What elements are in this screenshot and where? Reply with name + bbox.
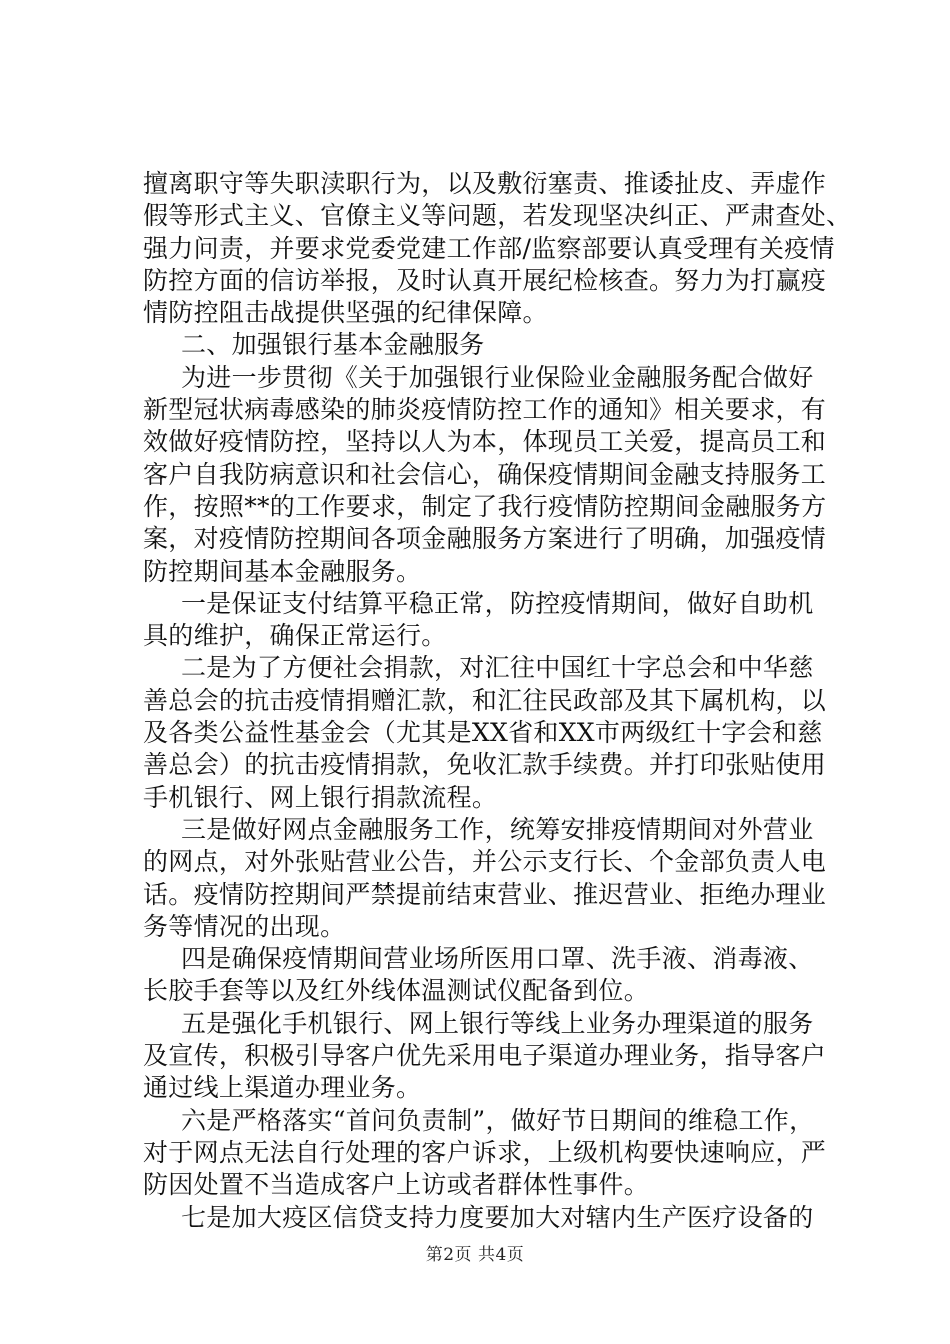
text-line: 善总会的抗击疫情捐赠汇款，和汇往民政部及其下属机构，以 [143, 685, 827, 715]
text-line: 一是保证支付结算平稳正常，防控疫情期间，做好自助机 [181, 588, 814, 618]
page-footer: 第2页 共4页 [425, 1245, 525, 1265]
text-line: 话。疫情防控期间严禁提前结束营业、推迟营业、拒绝办理业 [143, 879, 827, 909]
text-line: 及各类公益性基金会（尤其是XX省和XX市两级红十字会和慈 [143, 718, 823, 748]
text-line: 防因处置不当造成客户上访或者群体性事件。 [143, 1170, 650, 1200]
document-body [143, 168, 852, 1234]
text-line: 四是确保疫情期间营业场所医用口罩、洗手液、消毒液、 [181, 944, 814, 974]
text-line: 对于网点无法自行处理的客户诉求，上级机构要快速响应，严 [143, 1137, 827, 1167]
text-line: 二、加强银行基本金融服务 [181, 330, 485, 360]
text-line: 情防控阻击战提供坚强的纪律保障。 [143, 298, 548, 328]
text-line: 五是强化手机银行、网上银行等线上业务办理渠道的服务 [181, 1008, 814, 1038]
text-line: 新型冠状病毒感染的肺炎疫情防控工作的通知》相关要求，有 [143, 395, 827, 425]
text-line: 作，按照**的工作要求，制定了我行疫情防控期间金融服务方 [143, 491, 827, 521]
text-line: 二是为了方便社会捐款，对汇往中国红十字总会和中华慈 [181, 653, 814, 683]
text-line: 的网点，对外张贴营业公告，并公示支行长、个金部负责人电 [143, 847, 827, 877]
text-line: 六是严格落实“首问负责制”，做好节日期间的维稳工作， [181, 1105, 815, 1135]
text-line: 长胶手套等以及红外线体温测试仪配备到位。 [143, 976, 650, 1006]
text-line: 强力问责，并要求党委党建工作部/监察部要认真受理有关疫情 [143, 233, 835, 263]
text-line: 防控方面的信访举报，及时认真开展纪检核查。努力为打赢疫 [143, 265, 827, 295]
text-line: 七是加大疫区信贷支持力度要加大对辖内生产医疗设备的 [181, 1202, 814, 1232]
text-line: 具的维护，确保正常运行。 [143, 621, 447, 651]
text-line: 为进一步贯彻《关于加强银行业保险业金融服务配合做好 [181, 362, 814, 392]
text-line: 案，对疫情防控期间各项金融服务方案进行了明确，加强疫情 [143, 524, 827, 554]
text-line: 及宣传，积极引导客户优先采用电子渠道办理业务，指导客户 [143, 1041, 827, 1071]
text-line: 务等情况的出现。 [143, 911, 346, 941]
text-line: 效做好疫情防控，坚持以人为本，体现员工关爱，提高员工和 [143, 427, 827, 457]
text-line: 三是做好网点金融服务工作，统筹安排疫情期间对外营业 [181, 814, 814, 844]
text-line: 通过线上渠道办理业务。 [143, 1073, 422, 1103]
text-line: 客户自我防病意识和社会信心，确保疫情期间金融支持服务工 [143, 459, 827, 489]
text-line: 手机银行、网上银行捐款流程。 [143, 782, 498, 812]
text-line: 假等形式主义、官僚主义等问题，若发现坚决纠正、严肃查处、 [143, 201, 852, 231]
text-line: 善总会）的抗击疫情捐款，免收汇款手续费。并打印张贴使用 [143, 750, 827, 780]
text-line: 防控期间基本金融服务。 [143, 556, 422, 586]
text-line: 擅离职守等失职渎职行为，以及敷衍塞责、推诿扯皮、弄虚作 [143, 169, 827, 198]
